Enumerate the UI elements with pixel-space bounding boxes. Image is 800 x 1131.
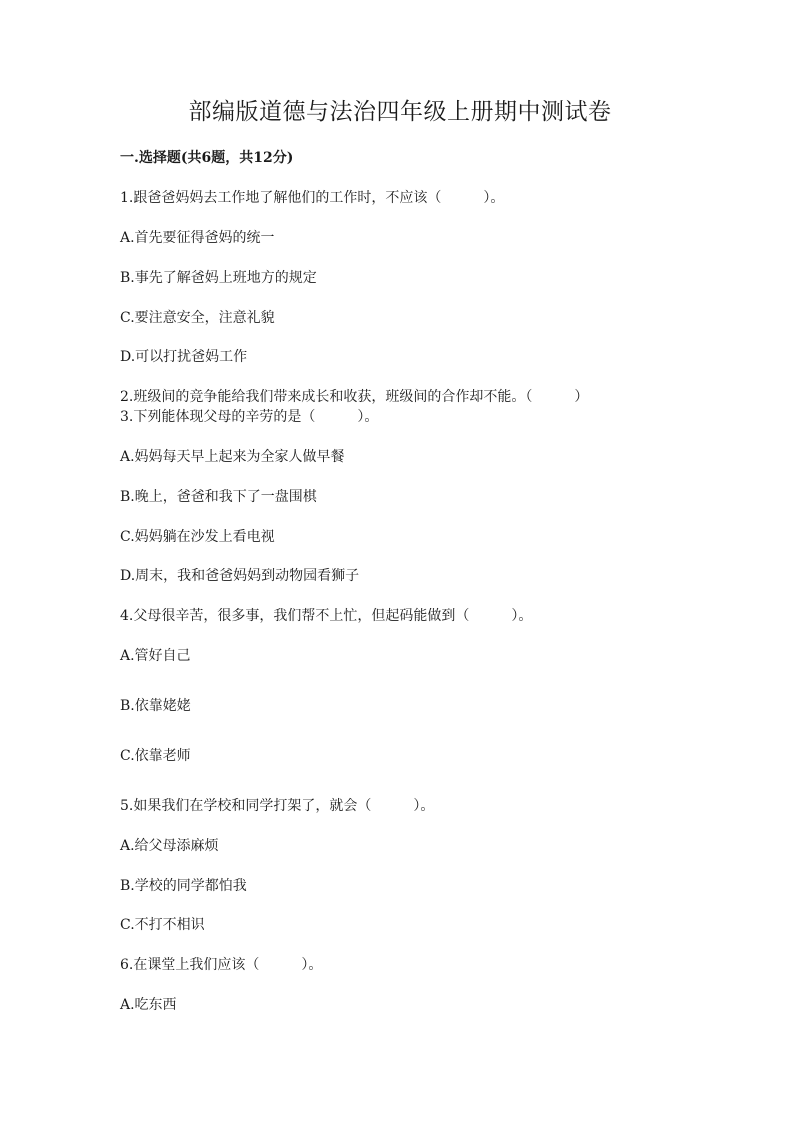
question-4: 4.父母很辛苦，很多事，我们帮不上忙，但起码能做到（ ）。	[120, 608, 533, 624]
q6-option-a: A.吃东西	[120, 997, 177, 1013]
q4-option-b: B.依靠姥姥	[120, 698, 191, 714]
q5-option-a: A.给父母添麻烦	[120, 838, 219, 854]
page-title: 部编版道德与法治四年级上册期中测试卷	[188, 99, 612, 125]
q1-option-b: B.事先了解爸妈上班地方的规定	[120, 270, 317, 286]
section-heading: 一.选择题(共6题，共12分)	[120, 150, 294, 166]
q4-option-a: A.管好自己	[120, 648, 191, 664]
question-5: 5.如果我们在学校和同学打架了，就会（ ）。	[120, 798, 435, 814]
question-3: 3.下列能体现父母的辛劳的是（ ）。	[120, 409, 379, 425]
q5-option-c: C.不打不相识	[120, 917, 205, 933]
question-2: 2.班级间的竞争能给我们带来成长和收获，班级间的合作却不能。（ ）	[120, 389, 589, 405]
q1-option-d: D.可以打扰爸妈工作	[120, 349, 248, 365]
question-1: 1.跟爸爸妈妈去工作地了解他们的工作时，不应该（ ）。	[120, 190, 505, 206]
question-6: 6.在课堂上我们应该（ ）。	[120, 957, 323, 973]
q4-option-c: C.依靠老师	[120, 748, 191, 764]
q3-option-b: B.晚上，爸爸和我下了一盘围棋	[120, 489, 317, 505]
q1-option-a: A.首先要征得爸妈的统一	[120, 230, 275, 246]
q3-option-a: A.妈妈每天早上起来为全家人做早餐	[120, 449, 345, 465]
q3-option-d: D.周末，我和爸爸妈妈到动物园看狮子	[120, 568, 360, 584]
q3-option-c: C.妈妈躺在沙发上看电视	[120, 529, 275, 545]
q1-option-c: C.要注意安全，注意礼貌	[120, 310, 275, 326]
q5-option-b: B.学校的同学都怕我	[120, 878, 247, 894]
